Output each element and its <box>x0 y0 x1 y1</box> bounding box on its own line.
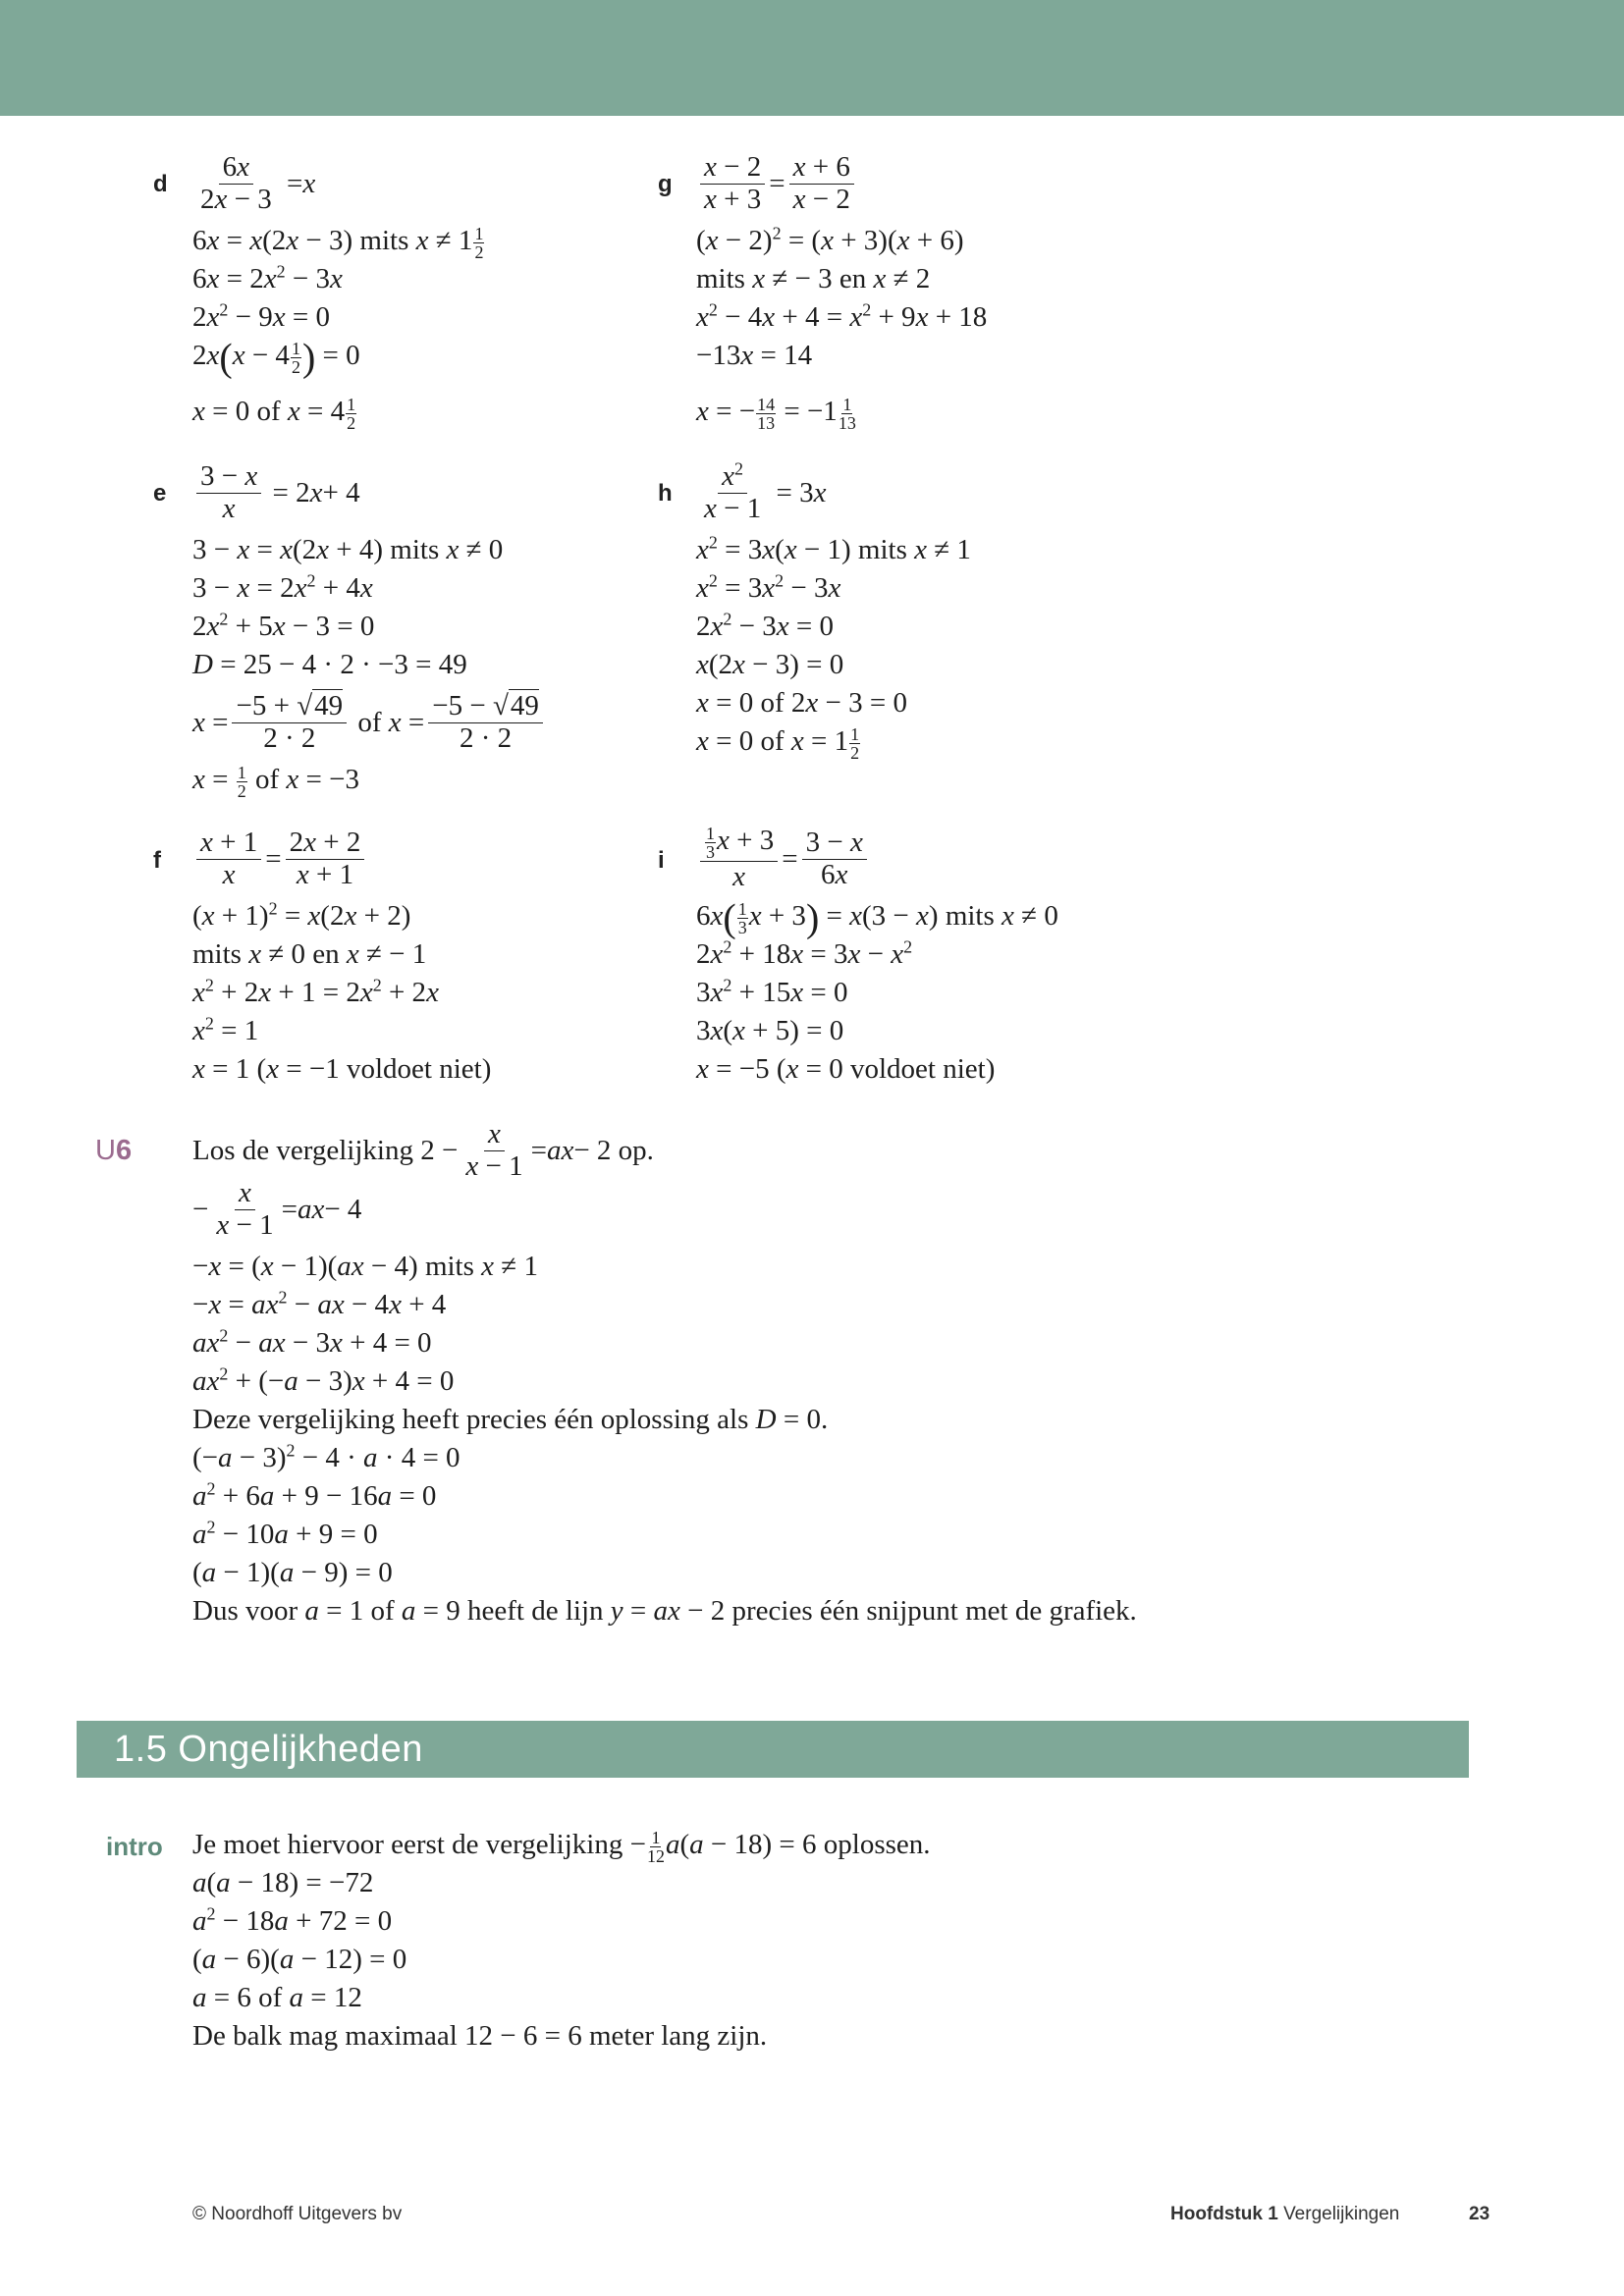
solution-g: x − 2 x + 3 = x + 6 x − 2 $(x - 2)^2 = (x + 3)(x + 6)$ mits x ≠ − 3 en x ≠ 2 $x^2 - 4x + 4 = x^2 + 9x + 18$ −13x = 14 x = − $\frac{14}{13}$ = −1 $\frac{1}{13}$ <box>696 150 988 433</box>
exercise-label-d: d <box>153 171 168 197</box>
exercise-label-f: f <box>153 847 161 874</box>
exercise-label-h: h <box>658 480 673 507</box>
footer-chapter: Hoofdstuk 1 Vergelijkingen <box>1170 2204 1400 2224</box>
solution-d: 6x 2x − 3 = x 6x = x(2x − 3) mits x ≠ 1 $\frac{1}{2}$ $6x = 2x^2 - 3x$ $2x^2 - 9x = 0$ 2x(x − 4 $\frac{1}{2}$ ) = 0 x = 0 of x = 4 $\frac{1}{2}$ <box>192 150 484 433</box>
intro-label: intro <box>106 1832 163 1861</box>
exercise-label-i: i <box>658 847 665 874</box>
exercise-number-u6: U6 <box>95 1135 133 1166</box>
section-title: 1.5 Ongelijkheden <box>114 1729 423 1770</box>
footer-copyright: © Noordhoff Uitgevers bv <box>192 2204 403 2224</box>
header-bar <box>0 0 1624 116</box>
solution-h: $x^2$ x − 1 = 3 x $x^2 = 3x(x - 1)$ mits x ≠ 1 $x^2 = 3x^2 - 3x$ $2x^2 - 3x = 0$ x(2x − 3) = 0 x = 0 of 2x − 3 = 0 x = 0 of x = 1 $\frac{1}{2}$ <box>696 457 971 763</box>
exercise-label-e: e <box>153 480 167 507</box>
solution-f: x + 1 x = 2x + 2 x + 1 $(x + 1)^2 = x(2x + 2)$ mits x ≠ 0 en x ≠ − 1 $x^2 + 2x + 1 = 2x^2 + 2x$ $x^2 = 1$ x = 1 (x = −1 voldoet niet) <box>192 826 492 1085</box>
section-header <box>77 1721 1469 1778</box>
solution-intro: Je moet hiervoor eerst de vergelijking − $\frac{1}{12}$ a(a − 18) = 6 oplossen. a(a − 18) = −72 $a^2 - 18a + 72 = 0$ (a − 6)(a − 12) = 0 a = 6 of a = 12 De balk mag maximaal 12 − 6 = 6 meter lang zijn. <box>192 1827 931 2052</box>
solution-i: $\frac{1}{3}$ x + 3 x = 3 − x 6x 6x( $\frac{1}{3}$ x + 3) = x(3 − x) mits x ≠ 0 $2x^2 + 18x = 3x - x^2$ $3x^2 + 15x = 0$ 3x(x + 5) = 0 x = −5 (x = 0 voldoet niet) <box>696 824 1058 1085</box>
solution-e: 3 − x x = 2 x + 4 3 − x = x(2x + 4) mits x ≠ 0 $3 - x = 2x^2 + 4x$ $2x^2 + 5x - 3 = 0$ D = 25 − 4 · 2 · −3 = 49 x = −5 + √49 2 · 2 of x = −5 − √49 2 · 2 x = $\frac{1}{2}$ of x = −3 <box>192 454 547 799</box>
exercise-label-g: g <box>658 171 673 197</box>
solution-u6: Los de vergelijking 2 − x x − 1 = a x − 2 op. − x x − 1 = a x − 4 −x = (x − 1)(ax − 4) mits x ≠ 1 $-x = ax^2$ − ax − 4x + 4 $ax^2$ − ax − 3x + 4 = 0 $ax^2 + (-a - 3)x + 4 = 0$ Deze vergelijking heeft precies één oplossing als D = 0. $(-a - 3)^2 - 4 \cdot a \cdot 4 = 0$ $a^2 + 6a + 9 - 16a = 0$ $a^2 - 10a + 9 = 0$ (a − 1)(a − 9) = 0 Dus voor a = 1 of a = 9 heeft de lijn y = ax − 2 precies één snijpunt met de grafiek. <box>192 1117 1137 1627</box>
page-number: 23 <box>1469 2204 1490 2224</box>
